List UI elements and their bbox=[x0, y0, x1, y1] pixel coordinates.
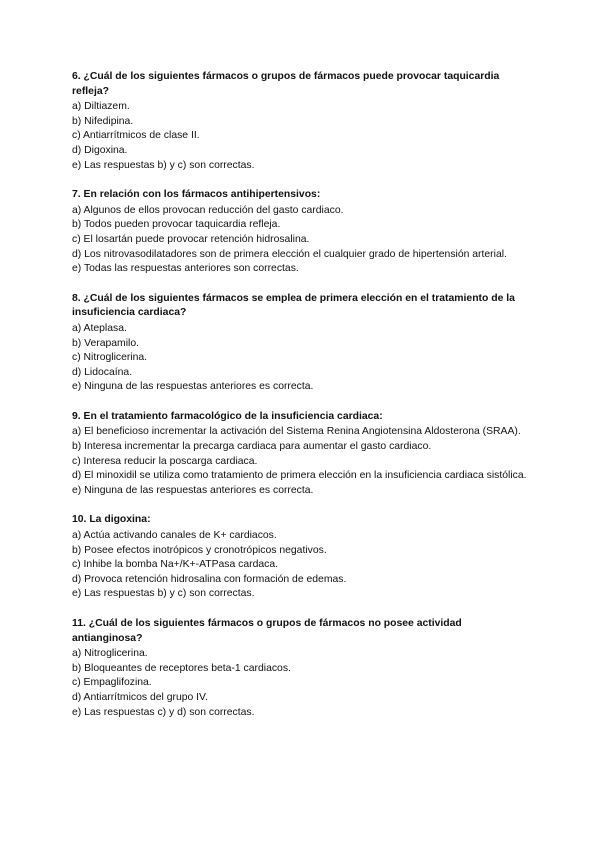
answer-option-d: d) Digoxina. bbox=[72, 144, 128, 156]
answer-option-a: a) Actúa activando canales de K+ cardiacos. bbox=[72, 530, 277, 542]
answer-option-a: a) Ateplasa. bbox=[72, 322, 127, 334]
answer-option-b: b) Posee efectos inotrópicos y cronotrópicos negativos. bbox=[72, 544, 327, 556]
answer-option-c: c) Inhibe la bomba Na+/K+-ATPasa cardaca. bbox=[72, 559, 278, 571]
question-6 bbox=[72, 70, 528, 173]
question-title: 10. La digoxina: bbox=[72, 514, 151, 526]
question-title: 9. En el tratamiento farmacológico de la insuficiencia cardiaca: bbox=[72, 410, 383, 422]
question-9 bbox=[72, 410, 528, 499]
answer-option-d: d) Los nitrovasodilatadores son de primera elección el cualquier grado de hipertensión arterial. bbox=[72, 248, 507, 260]
answer-option-d: d) Antiarrítmicos del grupo IV. bbox=[72, 691, 208, 703]
question-11 bbox=[72, 617, 528, 720]
answer-option-e: e) Las respuestas b) y c) son correctas. bbox=[72, 159, 255, 171]
answer-option-b: b) Verapamilo. bbox=[72, 337, 139, 349]
answer-option-a: a) Diltiazem. bbox=[72, 101, 130, 113]
answer-option-a: a) El beneficioso incrementar la activación del Sistema Renina Angiotensina Aldosterona (SRAA). bbox=[72, 426, 521, 438]
document-page bbox=[72, 70, 528, 735]
answer-option-d: d) Provoca retención hidrosalina con formación de edemas. bbox=[72, 573, 347, 585]
question-title: 7. En relación con los fármacos antihipertensivos: bbox=[72, 189, 321, 201]
question-10 bbox=[72, 513, 528, 602]
answer-option-d: d) El minoxidil se utiliza como tratamiento de primera elección en la insuficiencia cardiaca sistólica. bbox=[72, 470, 527, 482]
answer-option-b: b) Interesa incrementar la precarga cardiaca para aumentar el gasto cardiaco. bbox=[72, 441, 432, 453]
answer-option-a: a) Nitroglicerina. bbox=[72, 648, 148, 660]
answer-option-e: e) Ninguna de las respuestas anteriores es correcta. bbox=[72, 381, 314, 393]
question-title: 6. ¿Cuál de los siguientes fármacos o grupos de fármacos puede provocar taquicardia refleja? bbox=[72, 71, 500, 97]
answer-option-c: c) Interesa reducir la poscarga cardiaca. bbox=[72, 455, 258, 467]
answer-option-e: e) Todas las respuestas anteriores son correctas. bbox=[72, 263, 299, 275]
answer-option-c: c) Nitroglicerina. bbox=[72, 352, 148, 364]
answer-option-d: d) Lidocaína. bbox=[72, 366, 133, 378]
question-title: 11. ¿Cuál de los siguientes fármacos o grupos de fármacos no posee actividad antianginosa? bbox=[72, 618, 462, 644]
answer-option-b: b) Nifedipina. bbox=[72, 115, 134, 127]
answer-option-c: c) El losartán puede provocar retención hidrosalina. bbox=[72, 233, 310, 245]
answer-option-e: e) Ninguna de las respuestas anteriores es correcta. bbox=[72, 484, 314, 496]
question-title: 8. ¿Cuál de los siguientes fármacos se emplea de primera elección en el tratamiento de la insuficiencia cardiaca? bbox=[72, 292, 515, 319]
answer-option-c: c) Empaglifozina. bbox=[72, 677, 152, 689]
question-8 bbox=[72, 292, 528, 395]
answer-option-e: e) Las respuestas c) y d) son correctas. bbox=[72, 706, 255, 718]
answer-option-e: e) Las respuestas b) y c) son correctas. bbox=[72, 588, 255, 600]
answer-option-a: a) Algunos de ellos provocan reducción del gasto cardiaco. bbox=[72, 204, 344, 216]
question-7 bbox=[72, 188, 528, 277]
answer-option-b: b) Todos pueden provocar taquicardia refleja. bbox=[72, 219, 281, 231]
answer-option-b: b) Bloqueantes de receptores beta-1 cardiacos. bbox=[72, 662, 291, 674]
answer-option-c: c) Antiarrítmicos de clase II. bbox=[72, 130, 200, 142]
